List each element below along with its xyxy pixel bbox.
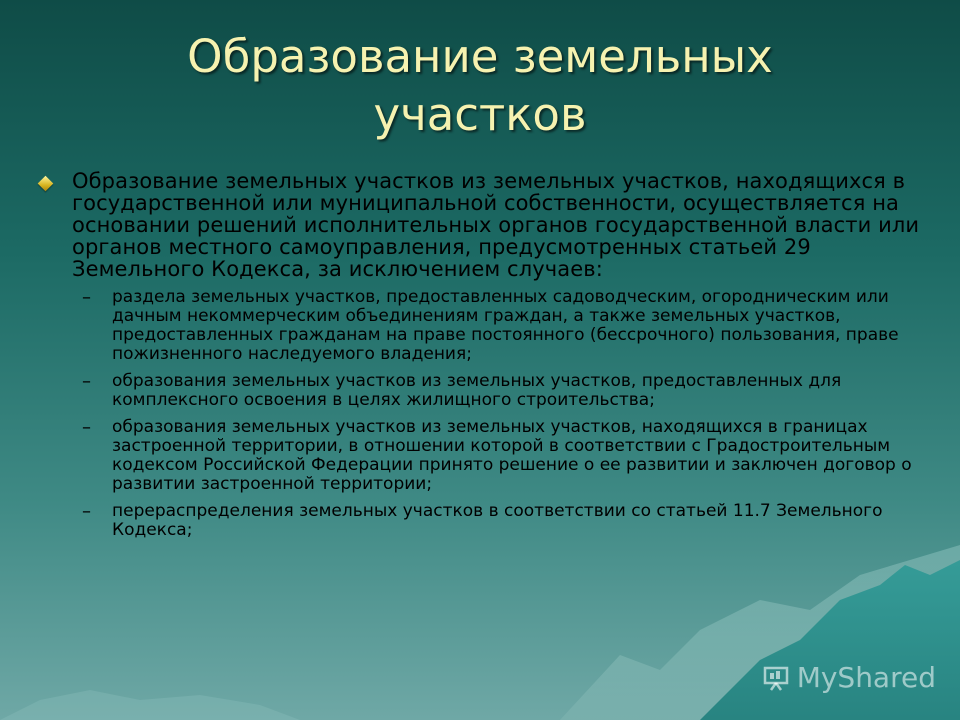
- main-bullet-text: Образование земельных участков из земельных участков, находящихся в государственной или муниципальной собственности, осуществляется на основании решений исполнительных органов государственной власти или органов местного самоуправления, предусмотренных статьей 29 Земельного Кодекса, за исключением случаев:: [72, 169, 920, 281]
- sub-bullet-text: перераспределения земельных участков в соответствии со статьей 11.7 Земельного Кодекса;: [112, 501, 883, 540]
- dash-bullet: –: [82, 417, 91, 438]
- dash-bullet: –: [82, 371, 91, 392]
- main-bullet: [34, 170, 934, 280]
- dash-bullet: –: [82, 501, 91, 522]
- sub-bullet-item: [82, 502, 934, 540]
- sub-bullet-text: раздела земельных участков, предоставленных садоводческим, огородническим или дачным некоммерческим объединениям граждан, а также земельных участков, предоставленных гражданам на праве постоянного (бессрочного) пользования, праве пожизненного наследуемого владения;: [112, 287, 899, 364]
- diamond-bullet-icon: [38, 176, 54, 192]
- sub-bullet-list: [34, 288, 934, 540]
- sub-bullet-text: образования земельных участков из земельных участков, находящихся в границах застроенной территории, в отношении которой в соответствии с Градостроительным кодексом Российской Федерации принято решение о ее развитии и заключен договор о развитии застроенной территории;: [112, 417, 912, 494]
- slide-title: [90, 28, 870, 144]
- sub-bullet-item: [82, 418, 934, 494]
- dash-bullet: –: [82, 287, 91, 308]
- presentation-icon: [761, 663, 791, 693]
- sub-bullet-item: [82, 372, 934, 410]
- sub-bullet-item: [82, 288, 934, 364]
- title-line-1: Образование земельных: [187, 30, 773, 83]
- watermark: [761, 661, 936, 694]
- title-line-2: участков: [373, 88, 587, 141]
- slide-content: [34, 170, 934, 548]
- watermark-text: MyShared: [796, 661, 936, 694]
- sub-bullet-text: образования земельных участков из земельных участков, предоставленных для комплексного освоения в целях жилищного строительства;: [112, 371, 842, 410]
